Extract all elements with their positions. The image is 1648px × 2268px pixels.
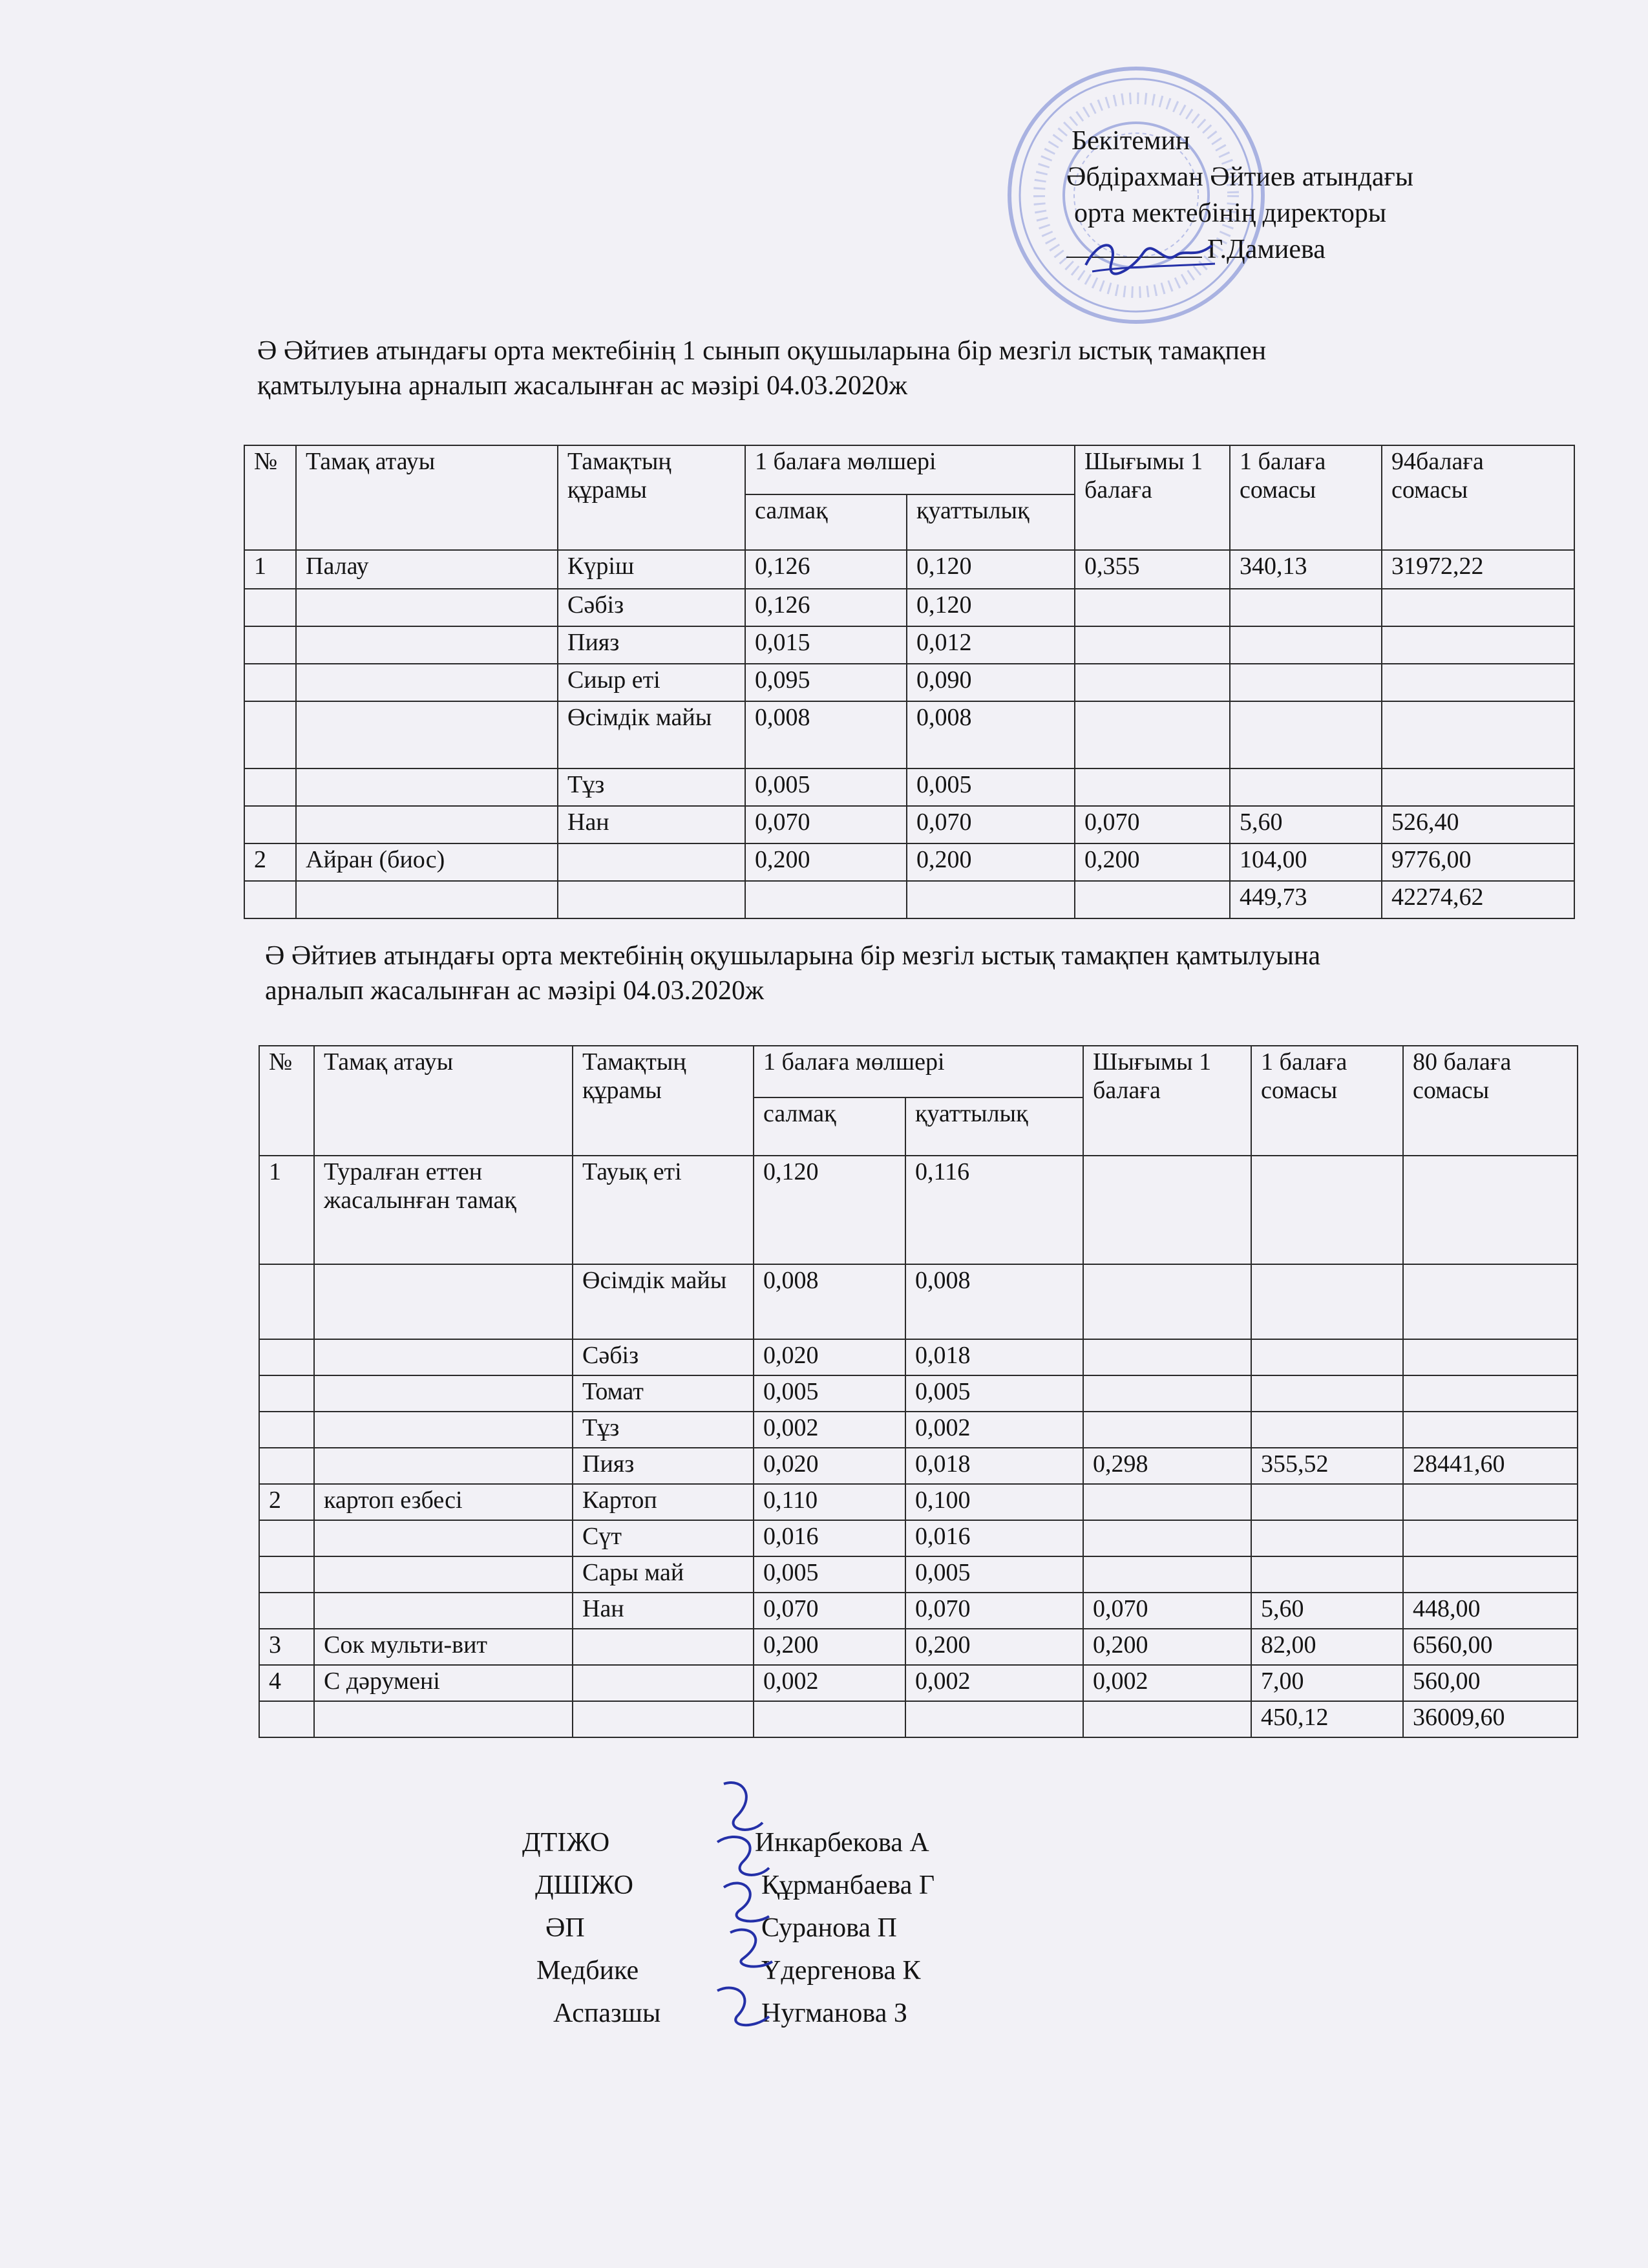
cell-weight: 0,200 xyxy=(754,1629,905,1665)
cell-expense: 0,355 xyxy=(1075,550,1230,589)
cell-sum-one xyxy=(1251,1156,1403,1264)
cell-item: Картоп xyxy=(573,1484,754,1520)
cell-item xyxy=(558,843,745,881)
cell-energy: 0,008 xyxy=(907,701,1075,768)
cell-sum-one: 5,60 xyxy=(1230,806,1382,843)
cell-dish xyxy=(314,1448,573,1484)
cell-item: Күріш xyxy=(558,550,745,589)
cell-no xyxy=(259,1448,314,1484)
cell-energy: 0,120 xyxy=(907,589,1075,626)
menu1-title-line-1: Ә Әйтиев атындағы орта мектебінің 1 сынып оқушыларына бір мезгіл ыстық тамақпен xyxy=(257,336,1267,366)
cell-expense xyxy=(1083,1156,1251,1264)
cell-dish xyxy=(296,664,558,701)
cell-energy xyxy=(905,1701,1083,1737)
cell-energy: 0,116 xyxy=(905,1156,1083,1264)
signatory-name: Нугманова З xyxy=(761,1998,907,2028)
menu1-header-expense: Шығымы 1 балаға xyxy=(1075,445,1230,550)
cell-energy: 0,018 xyxy=(905,1448,1083,1484)
table-row xyxy=(259,1448,1578,1484)
cell-sum-one xyxy=(1251,1264,1403,1339)
cell-dish xyxy=(314,1412,573,1448)
cell-expense xyxy=(1075,626,1230,664)
cell-dish xyxy=(296,768,558,806)
cell-sum-one xyxy=(1251,1375,1403,1412)
cell-weight: 0,002 xyxy=(754,1412,905,1448)
cell-sum-one: 340,13 xyxy=(1230,550,1382,589)
cell-weight: 0,200 xyxy=(745,843,907,881)
cell-expense: 0,200 xyxy=(1083,1629,1251,1665)
menu1-title-line-2: қамтылуына арналып жасалынған ас мәзірі 04.03.2020ж xyxy=(257,371,908,401)
cell-item: Өсімдік майы xyxy=(573,1264,754,1339)
cell-energy: 0,018 xyxy=(905,1339,1083,1375)
cell-dish xyxy=(314,1593,573,1629)
cell-item: Пияз xyxy=(558,626,745,664)
cell-dish xyxy=(296,881,558,918)
cell-weight: 0,005 xyxy=(745,768,907,806)
menu2-header-composition: Тамақтың құрамы xyxy=(573,1046,754,1156)
cell-weight: 0,126 xyxy=(745,550,907,589)
menu1-header-sum-one: 1 балаға сомасы xyxy=(1230,445,1382,550)
cell-expense xyxy=(1075,881,1230,918)
cell-energy: 0,200 xyxy=(905,1629,1083,1665)
cell-no xyxy=(259,1264,314,1339)
cell-dish: Сок мульти-вит xyxy=(314,1629,573,1665)
menu1-header-composition: Тамақтың құрамы xyxy=(558,445,745,550)
cell-sum-total xyxy=(1403,1156,1578,1264)
cell-sum-total xyxy=(1382,664,1574,701)
cell-expense xyxy=(1083,1556,1251,1593)
cell-item: Сәбіз xyxy=(558,589,745,626)
cell-expense xyxy=(1083,1412,1251,1448)
cell-sum-one xyxy=(1230,664,1382,701)
cell-no xyxy=(244,806,296,843)
cell-sum-total: 36009,60 xyxy=(1403,1701,1578,1737)
cell-expense xyxy=(1083,1520,1251,1556)
cell-sum-one xyxy=(1251,1484,1403,1520)
cell-sum-total xyxy=(1403,1339,1578,1375)
cell-energy: 0,005 xyxy=(905,1375,1083,1412)
table-row xyxy=(259,1520,1578,1556)
handwritten-signatures-icon xyxy=(679,1771,808,2042)
cell-energy: 0,200 xyxy=(907,843,1075,881)
table-row xyxy=(259,1339,1578,1375)
cell-expense: 0,002 xyxy=(1083,1665,1251,1701)
cell-sum-one: 450,12 xyxy=(1251,1701,1403,1737)
table-row xyxy=(259,1701,1578,1737)
cell-energy: 0,016 xyxy=(905,1520,1083,1556)
cell-sum-one: 82,00 xyxy=(1251,1629,1403,1665)
cell-weight xyxy=(754,1701,905,1737)
menu2-header-energy: қуаттылық xyxy=(905,1097,1083,1156)
cell-dish: С дәрумені xyxy=(314,1665,573,1701)
table-row xyxy=(259,1556,1578,1593)
cell-expense xyxy=(1083,1264,1251,1339)
cell-item: Сиыр еті xyxy=(558,664,745,701)
cell-no xyxy=(244,626,296,664)
cell-no xyxy=(259,1556,314,1593)
cell-sum-one xyxy=(1251,1520,1403,1556)
cell-sum-one: 449,73 xyxy=(1230,881,1382,918)
menu1-header-dish: Тамақ атауы xyxy=(296,445,558,550)
menu2-title-line-2: арналып жасалынған ас мәзірі 04.03.2020ж xyxy=(265,976,765,1006)
cell-weight: 0,095 xyxy=(745,664,907,701)
cell-dish xyxy=(296,589,558,626)
signatory-role: ДТІЖО xyxy=(522,1828,610,1858)
cell-item xyxy=(573,1629,754,1665)
cell-expense: 0,070 xyxy=(1083,1593,1251,1629)
cell-no xyxy=(244,768,296,806)
table-row xyxy=(259,1629,1578,1665)
cell-weight: 0,126 xyxy=(745,589,907,626)
cell-dish xyxy=(314,1556,573,1593)
cell-sum-total xyxy=(1382,701,1574,768)
cell-sum-one xyxy=(1251,1556,1403,1593)
table-row xyxy=(244,701,1574,768)
cell-sum-total: 448,00 xyxy=(1403,1593,1578,1629)
cell-weight: 0,005 xyxy=(754,1375,905,1412)
cell-dish xyxy=(314,1520,573,1556)
cell-sum-one xyxy=(1230,768,1382,806)
table-row xyxy=(259,1412,1578,1448)
cell-no: 1 xyxy=(259,1156,314,1264)
table-row xyxy=(259,1264,1578,1339)
cell-sum-one xyxy=(1230,701,1382,768)
menu2-header-sum-total: 80 балаға сомасы xyxy=(1403,1046,1578,1156)
cell-item: Өсімдік майы xyxy=(558,701,745,768)
cell-item xyxy=(573,1665,754,1701)
cell-sum-one: 104,00 xyxy=(1230,843,1382,881)
cell-sum-total: 9776,00 xyxy=(1382,843,1574,881)
menu1-header-energy: қуаттылық xyxy=(907,494,1075,550)
signatory-name: Құрманбаева Г xyxy=(761,1871,935,1900)
cell-sum-total: 526,40 xyxy=(1382,806,1574,843)
signatory-role: ДШІЖО xyxy=(535,1871,633,1900)
cell-expense xyxy=(1083,1375,1251,1412)
cell-sum-one xyxy=(1230,626,1382,664)
cell-energy: 0,002 xyxy=(905,1412,1083,1448)
menu2-header-dish: Тамақ атауы xyxy=(314,1046,573,1156)
cell-dish: Туралған еттен жасалынған тамақ xyxy=(314,1156,573,1264)
menu2-title xyxy=(265,938,1320,1008)
cell-sum-total xyxy=(1382,768,1574,806)
menu2-header-sum-one: 1 балаға сомасы xyxy=(1251,1046,1403,1156)
cell-sum-one: 7,00 xyxy=(1251,1665,1403,1701)
cell-no xyxy=(244,881,296,918)
menu2-table xyxy=(259,1045,1578,1738)
menu1-header-per-child: 1 балаға мөлшері xyxy=(745,445,1075,494)
table-row xyxy=(244,550,1574,589)
cell-energy: 0,100 xyxy=(905,1484,1083,1520)
cell-expense xyxy=(1075,589,1230,626)
cell-dish: Палау xyxy=(296,550,558,589)
cell-weight: 0,120 xyxy=(754,1156,905,1264)
cell-weight: 0,020 xyxy=(754,1448,905,1484)
cell-sum-total: 31972,22 xyxy=(1382,550,1574,589)
table-row xyxy=(259,1375,1578,1412)
cell-dish xyxy=(296,626,558,664)
cell-expense xyxy=(1075,701,1230,768)
cell-item: Сары май xyxy=(573,1556,754,1593)
cell-no xyxy=(244,701,296,768)
approval-signer: Г.Дамиева xyxy=(1207,235,1326,264)
cell-expense: 0,200 xyxy=(1075,843,1230,881)
cell-no xyxy=(259,1412,314,1448)
cell-energy: 0,070 xyxy=(907,806,1075,843)
cell-dish xyxy=(314,1339,573,1375)
table-row xyxy=(259,1665,1578,1701)
cell-expense xyxy=(1083,1339,1251,1375)
cell-sum-total xyxy=(1403,1264,1578,1339)
cell-sum-total: 6560,00 xyxy=(1403,1629,1578,1665)
menu2-header-weight: салмақ xyxy=(754,1097,905,1156)
table-row xyxy=(244,768,1574,806)
cell-weight: 0,070 xyxy=(745,806,907,843)
cell-energy: 0,012 xyxy=(907,626,1075,664)
cell-item: Сүт xyxy=(573,1520,754,1556)
table-row xyxy=(244,843,1574,881)
cell-expense: 0,298 xyxy=(1083,1448,1251,1484)
menu2-header-expense: Шығымы 1 балаға xyxy=(1083,1046,1251,1156)
cell-item: Нан xyxy=(573,1593,754,1629)
cell-dish xyxy=(314,1701,573,1737)
table-row xyxy=(259,1593,1578,1629)
cell-expense xyxy=(1075,768,1230,806)
table-row xyxy=(244,589,1574,626)
menu1-table xyxy=(244,445,1575,919)
cell-energy: 0,090 xyxy=(907,664,1075,701)
menu2-table-body xyxy=(259,1156,1578,1737)
cell-sum-total xyxy=(1403,1484,1578,1520)
cell-no xyxy=(259,1520,314,1556)
cell-sum-one xyxy=(1251,1339,1403,1375)
cell-dish xyxy=(314,1375,573,1412)
director-signature-icon xyxy=(1073,226,1228,284)
signatory-name: Суранова П xyxy=(761,1913,897,1943)
cell-sum-total: 560,00 xyxy=(1403,1665,1578,1701)
cell-sum-total xyxy=(1403,1375,1578,1412)
cell-sum-one xyxy=(1251,1412,1403,1448)
cell-weight xyxy=(745,881,907,918)
cell-dish: Айран (биос) xyxy=(296,843,558,881)
cell-energy: 0,070 xyxy=(905,1593,1083,1629)
cell-dish xyxy=(296,701,558,768)
cell-energy: 0,002 xyxy=(905,1665,1083,1701)
table-row xyxy=(259,1156,1578,1264)
cell-sum-one: 5,60 xyxy=(1251,1593,1403,1629)
cell-weight: 0,008 xyxy=(745,701,907,768)
cell-weight: 0,020 xyxy=(754,1339,905,1375)
menu1-header-sum-total: 94балаға сомасы xyxy=(1382,445,1574,550)
cell-no: 3 xyxy=(259,1629,314,1665)
cell-no xyxy=(259,1593,314,1629)
cell-weight: 0,005 xyxy=(754,1556,905,1593)
cell-no xyxy=(259,1375,314,1412)
cell-weight: 0,015 xyxy=(745,626,907,664)
cell-sum-total xyxy=(1403,1556,1578,1593)
cell-expense xyxy=(1083,1484,1251,1520)
cell-sum-one xyxy=(1230,589,1382,626)
cell-item: Пияз xyxy=(573,1448,754,1484)
cell-no: 4 xyxy=(259,1665,314,1701)
cell-no: 2 xyxy=(259,1484,314,1520)
cell-expense xyxy=(1083,1701,1251,1737)
cell-item: Тауық еті xyxy=(573,1156,754,1264)
approval-line-2: Әбдірахман Әйтиев атындағы xyxy=(1066,162,1413,192)
signatory-role: Медбике xyxy=(536,1956,639,1986)
cell-sum-total: 28441,60 xyxy=(1403,1448,1578,1484)
cell-item: Томат xyxy=(573,1375,754,1412)
cell-weight: 0,110 xyxy=(754,1484,905,1520)
signatory-name: Инкарбекова А xyxy=(755,1828,929,1858)
table-row xyxy=(244,664,1574,701)
cell-sum-total xyxy=(1403,1520,1578,1556)
cell-item: Тұз xyxy=(558,768,745,806)
cell-item xyxy=(558,881,745,918)
cell-no: 2 xyxy=(244,843,296,881)
cell-energy: 0,008 xyxy=(905,1264,1083,1339)
cell-energy: 0,005 xyxy=(907,768,1075,806)
cell-expense xyxy=(1075,664,1230,701)
cell-dish xyxy=(314,1264,573,1339)
cell-no xyxy=(244,664,296,701)
cell-weight: 0,008 xyxy=(754,1264,905,1339)
cell-energy: 0,120 xyxy=(907,550,1075,589)
menu2-title-line-1: Ә Әйтиев атындағы орта мектебінің оқушыларына бір мезгіл ыстық тамақпен қамтылуына xyxy=(265,941,1321,971)
cell-item: Сәбіз xyxy=(573,1339,754,1375)
cell-dish xyxy=(296,806,558,843)
signatory-role: Аспазшы xyxy=(553,1998,661,2028)
cell-weight: 0,070 xyxy=(754,1593,905,1629)
menu1-table-body xyxy=(244,550,1574,918)
cell-sum-one: 355,52 xyxy=(1251,1448,1403,1484)
cell-weight: 0,016 xyxy=(754,1520,905,1556)
signatory-name: Үдергенова К xyxy=(761,1956,921,1986)
cell-sum-total xyxy=(1382,589,1574,626)
cell-weight: 0,002 xyxy=(754,1665,905,1701)
cell-sum-total xyxy=(1382,626,1574,664)
cell-no xyxy=(259,1339,314,1375)
cell-sum-total: 42274,62 xyxy=(1382,881,1574,918)
table-row xyxy=(259,1484,1578,1520)
cell-item: Тұз xyxy=(573,1412,754,1448)
menu1-header-weight: салмақ xyxy=(745,494,907,550)
signatory-role: ӘП xyxy=(545,1913,585,1943)
cell-no: 1 xyxy=(244,550,296,589)
cell-energy xyxy=(907,881,1075,918)
table-row xyxy=(244,881,1574,918)
cell-no xyxy=(244,589,296,626)
menu1-title xyxy=(257,334,1266,403)
table-row xyxy=(244,626,1574,664)
cell-no xyxy=(259,1701,314,1737)
cell-item: Нан xyxy=(558,806,745,843)
menu1-header-no: № xyxy=(244,445,296,550)
approval-line-3: орта мектебінің директоры xyxy=(1074,198,1387,228)
cell-expense: 0,070 xyxy=(1075,806,1230,843)
cell-dish: картоп езбесі xyxy=(314,1484,573,1520)
cell-item xyxy=(573,1701,754,1737)
cell-sum-total xyxy=(1403,1412,1578,1448)
cell-energy: 0,005 xyxy=(905,1556,1083,1593)
approval-line-1: Бекітемин xyxy=(1072,126,1190,156)
table-row xyxy=(244,806,1574,843)
menu2-header-no: № xyxy=(259,1046,314,1156)
menu2-header-per-child: 1 балаға мөлшері xyxy=(754,1046,1083,1097)
